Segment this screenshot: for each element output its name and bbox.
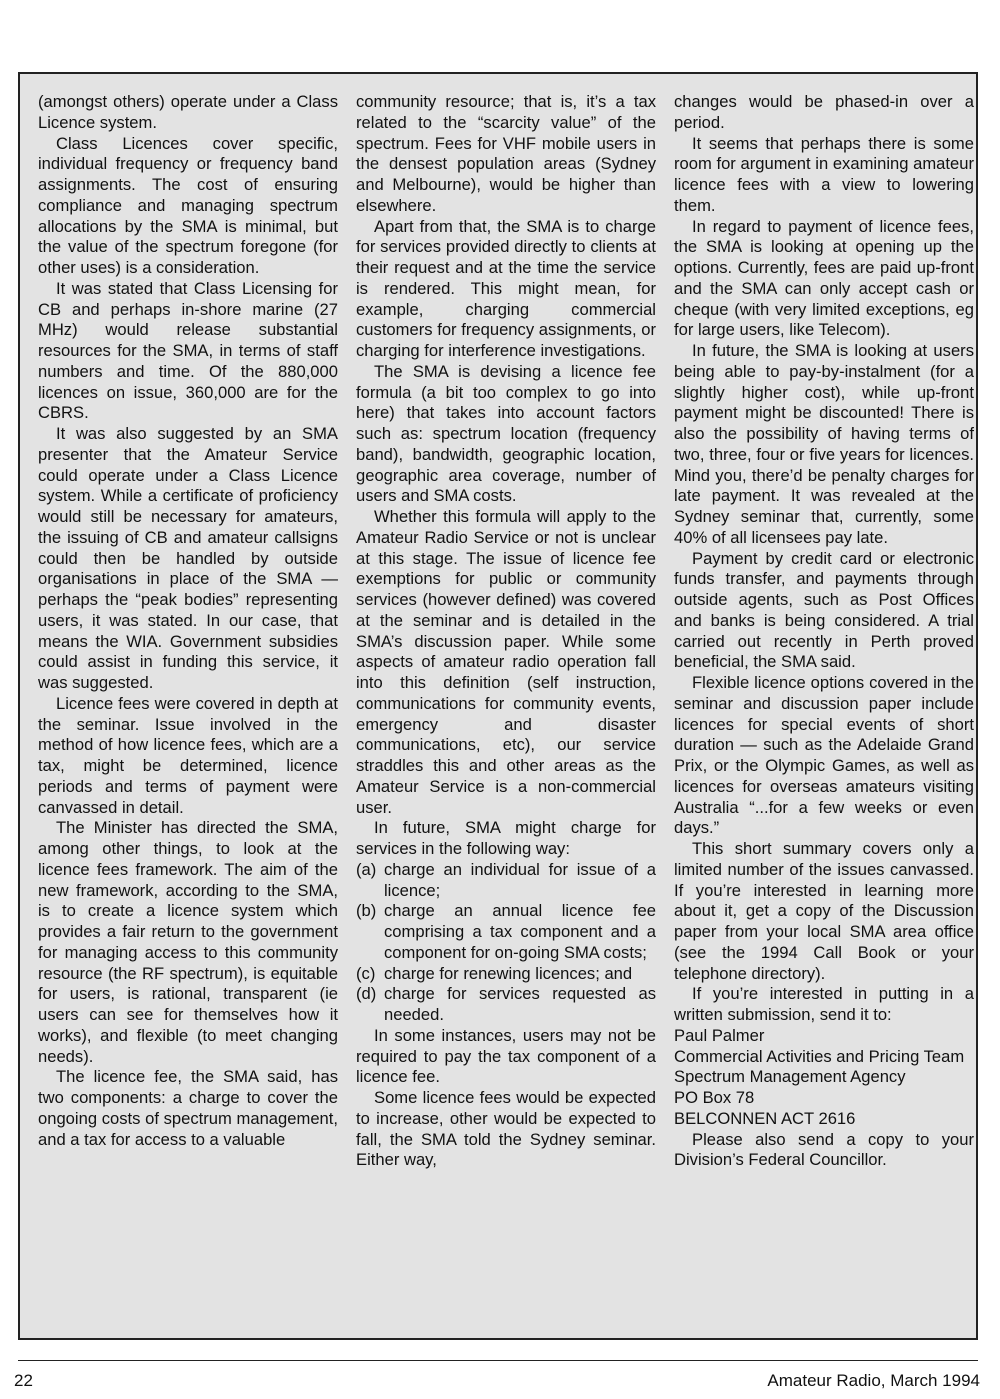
paragraph: This short summary covers only a limited number of the issues canvassed. If you’re interested in learning more about it, get a copy of the Discussion paper from your local SMA area office (see the 1994 Call Book or your telephone directory). [674,839,974,983]
article-panel [18,72,978,1340]
paragraph: (amongst others) operate under a Class Licence system. [38,92,338,132]
address-line: BELCONNEN ACT 2616 [674,1108,856,1128]
list-item-text: charge an individual for issue of a licence; [384,859,656,900]
paragraph: Some licence fees would be expected to increase, other would be expected to fall, the SMA told the Sydney seminar. Either way, [356,1088,656,1170]
paragraph: In future, the SMA is looking at users being able to pay-by-instalment (for a slightly higher cost), while up-front payment might be discounted! There is also the possibility of having terms of two, three, four or five years for licences. Mind you, there’d be penalty charges for late payment. It was revealed at the Sydney seminar that, currently, some 40% of all licensees pay late. [674,341,974,547]
paragraph: Whether this formula will apply to the Amateur Radio Service or not is unclear at this stage. The issue of licence fee exemptions for public or community services (however defined) was covered at the seminar and is detailed in the SMA’s discussion paper. While some aspects of amateur radio operation fall into this definition (self instruction, communications for community events, emergency and disaster communications, etc), our service straddles this and other areas as the Amateur Service is a non-commercial user. [356,507,656,817]
paragraph: The Minister has directed the SMA, among other things, to look at the licence fees framework. The aim of the new framework, according to the SMA, is to create a licence system which provides a fair return to the government for managing access to this community resource (the RF spectrum), is equitable for users, is rational, transparent (ie users can see for themselves how it works), and flexible (to meet changing needs). [38,818,338,1066]
address-line: Commercial Activities and Pricing Team [674,1046,965,1066]
footer-rule [18,1360,978,1361]
paragraph: In future, SMA might charge for services in the following way: [356,818,656,858]
address-line: Paul Palmer [674,1025,765,1045]
paragraph: If you’re interested in putting in a written submission, send it to: [674,984,974,1024]
list-item-text: charge for services requested as needed. [384,984,656,1024]
list-item [356,860,656,902]
address-line: PO Box 78 [674,1088,755,1107]
paragraph: Licence fees were covered in depth at the seminar. Issue involved in the method of how licence fees, which are a tax, might be determined, licence periods and terms of payment were canvassed in detail. [38,693,338,817]
text-column-3 [674,92,974,1171]
list-item-label: (b) [356,901,377,921]
paragraph: community resource; that is, it’s a tax related to the “scarcity value” of the spectrum. Fees for VHF mobile users in the densest population areas (Sydney and Melbourne), would be higher than elsewhere. [356,92,656,215]
footer-publication: Amateur Radio, March 1994 [767,1371,980,1390]
paragraph: The SMA is devising a licence fee formula (a bit too complex to go into here) that takes into account factors such as: spectrum location (frequency band), bandwidth, geographic location, geographic area coverage, number of users and SMA costs. [356,361,656,506]
list-item [356,984,656,1026]
paragraph: It was also suggested by an SMA presenter that the Amateur Service could operate under a Class Licence system. While a certificate of proficiency would still be necessary for amateurs, the issuing of CB and amateur callsigns could then be handled by outside organisations in place of the SMA — perhaps the “peak bodies” representing users, it was stated. In our case, that means the WIA. Government subsidies could assist in funding this service, it was suggested. [38,424,338,692]
list-item-label: (c) [356,963,376,983]
list-item-label: (a) [356,859,377,879]
list-item-text: charge for renewing licences; and [384,963,633,983]
text-column-2 [356,92,656,1171]
list-item [356,964,656,985]
paragraph: In some instances, users may not be required to pay the tax component of a licence fee. [356,1025,656,1087]
page-number: 22 [14,1371,33,1390]
list-item-text: charge an annual licence fee comprising a tax component and a component for on-going SMA costs; [384,901,656,962]
text-column-1 [38,92,338,1150]
paragraph: In regard to payment of licence fees, the SMA is looking at opening up the options. Currently, fees are paid up-front and the SMA can only accept cash or cheque (with very limited exceptions, eg for large users, like Telecom). [674,216,974,340]
paragraph: Flexible licence options covered in the seminar and discussion paper include licences for special events of short duration — such as the Adelaide Grand Prix, or the Olympic Games, as well as licences for overseas amateurs visiting Australia “...for a few weeks or even days.” [674,673,974,838]
address-line: Spectrum Management Agency [674,1067,906,1087]
paragraph: Apart from that, the SMA is to charge for services provided directly to clients at their request and at the time the service is rendered. This might mean, for example, charging commercial customers for frequency assignments, or charging for interference investigations. [356,216,656,360]
paragraph: It was stated that Class Licensing for CB and perhaps in-shore marine (27 MHz) would release substantial resources for the SMA, in terms of staff numbers and time. Of the 880,000 licences on issue, 360,000 are for the CBRS. [38,278,338,423]
list-item [356,901,656,963]
paragraph: Class Licences cover specific, individual frequency or frequency band assignments. The cost of ensuring compliance and managing spectrum allocations by the SMA is minimal, but the value of the spectrum foregone (for other uses) is a consideration. [38,133,338,277]
paragraph: changes would be phased-in over a period. [674,92,974,132]
list-item-label: (d) [356,984,377,1004]
paragraph: It seems that perhaps there is some room for argument in examining amateur licence fees with a view to lowering them. [674,133,974,215]
paragraph: Payment by credit card or electronic funds transfer, and payments through outside agents, such as Post Offices and banks is being considered. A trial carried out recently in Perth proved beneficial, the SMA said. [674,548,974,672]
paragraph: The licence fee, the SMA said, has two components: a charge to cover the ongoing costs of spectrum management, and a tax for access to a valuable [38,1067,338,1149]
paragraph: Please also send a copy to your Division’s Federal Councillor. [674,1129,974,1170]
